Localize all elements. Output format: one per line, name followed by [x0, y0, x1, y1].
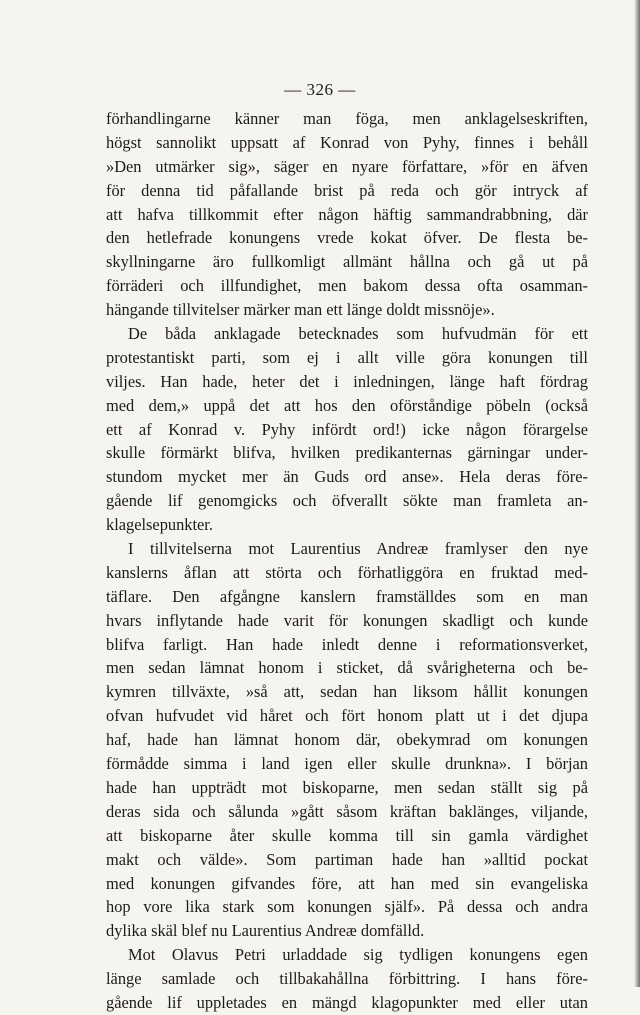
text-line: för denna tid påfallande brist på reda och gör intryck af — [106, 180, 588, 200]
text-line: haf, hade han lämnat honom där, obekymrad om konungen — [106, 730, 588, 750]
text-line: hop vore lika stark som konungen själf». På dessa och andra — [106, 897, 588, 917]
text-line: kymren tillväxte, »så att, sedan han liksom hållit konungen — [106, 682, 588, 702]
text-line: blifva farligt. Han hade inledt denne i reformationsverket, — [106, 634, 588, 654]
text-line: att hafva tillkommit efter någon häftig sammandrabbning, där — [106, 204, 588, 224]
body-text — [106, 107, 588, 1015]
text-line: hade han uppträdt mot biskoparne, men sedan ställt sig på — [106, 777, 588, 797]
text-line: skulle förmärkt blifva, hvilken predikanternas gärningar under- — [106, 443, 588, 463]
text-line: täflare. Den afgångne kanslern framställdes som en man — [106, 586, 588, 606]
text-line: med dem,» uppå det att hos den oförståndige pöbeln (också — [106, 395, 588, 415]
text-line: förräderi och illfundighet, men bakom dessa ofta osamman- — [106, 276, 588, 296]
text-line: skyllningarne äro fullkomligt allmänt hållna och gå ut på — [106, 252, 588, 272]
text-line: I tillvitelserna mot Laurentius Andreæ framlyser den nye — [128, 539, 588, 559]
text-line: deras sida och sålunda »gått såsom kräftan baklänges, viljande, — [106, 801, 588, 821]
text-line: »Den utmärker sig», säger en nyare författare, »för en äfven — [106, 156, 588, 176]
text-line: dylika skäl blef nu Laurentius Andreæ domfälld. — [106, 921, 425, 941]
text-line: kanslerns åflan att störta och förhatliggöra en fruktad med- — [106, 562, 588, 582]
text-line: stundom mycket mer än Guds ord anse». Hela deras före- — [106, 467, 588, 487]
text-line: hvars inflytande hade varit för konungen skadligt och kunde — [106, 610, 588, 630]
text-line: protestantiskt parti, som ej i allt ville göra konungen till — [106, 347, 588, 367]
page-edge-shadow — [634, 0, 640, 987]
text-line: högst sannolikt uppsatt af Konrad von Pyhy, finnes i behåll — [106, 132, 588, 152]
text-line: men sedan lämnat honom i sticket, då svårigheterna och be- — [106, 658, 588, 678]
text-line: med konungen gifvandes före, att han med sin evangeliska — [106, 873, 588, 893]
text-line: Mot Olavus Petri urladdade sig tydligen konungens egen — [128, 945, 588, 965]
text-line: gående lif genomgicks och öfverallt sökte man framleta an- — [106, 491, 588, 511]
text-line: hängande tillvitelser märker man ett länge doldt missnöje». — [106, 300, 495, 320]
text-line: ofvan hufvudet vid håret och fört honom platt ut i det djupa — [106, 706, 588, 726]
text-line: makt och välde». Som partiman hade han »alltid pockat — [106, 849, 588, 869]
text-line: den hetlefrade konungens vrede kokat öfver. De flesta be- — [106, 228, 588, 248]
text-line: förhandlingarne känner man föga, men anklagelseskriften, — [106, 109, 588, 128]
text-line: länge samlade och tillbakahållna förbittring. I hans före- — [106, 969, 588, 989]
page-number: — 326 — — [284, 80, 356, 99]
text-line: förmådde simma i land igen eller skulle drunkna». I början — [106, 754, 588, 774]
text-line: viljes. Han hade, heter det i inledningen, länge haft fördrag — [106, 371, 588, 391]
text-line: gående lif uppletades en mängd klagopunkter med eller utan — [106, 992, 588, 1012]
text-line: ett af Konrad v. Pyhy infördt ord!) icke någon förargelse — [106, 419, 588, 439]
text-line: att biskoparne åter skulle komma till sin gamla värdighet — [106, 825, 588, 845]
text-line: klagelsepunkter. — [106, 515, 213, 535]
text-line: De båda anklagade betecknades som hufvudmän för ett — [128, 324, 588, 344]
